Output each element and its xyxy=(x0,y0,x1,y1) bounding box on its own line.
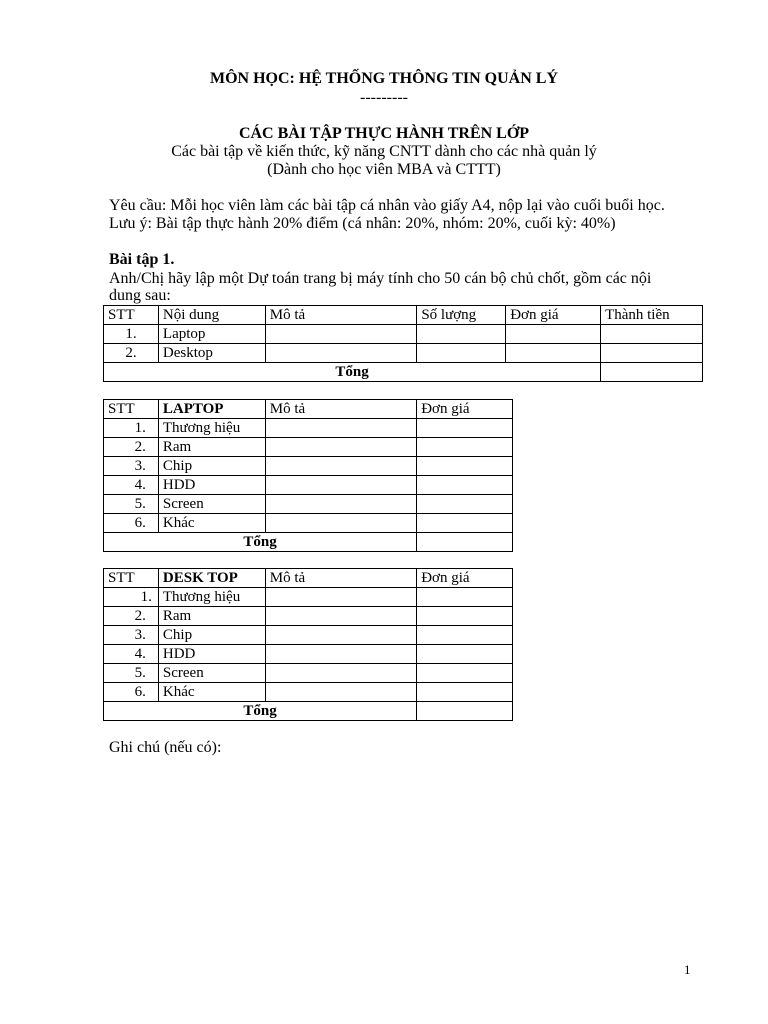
empty-cell[interactable] xyxy=(417,495,513,514)
row-item: Thương hiệu xyxy=(158,588,265,607)
empty-cell[interactable] xyxy=(417,683,513,702)
row-number: 4. xyxy=(104,476,159,495)
table-row xyxy=(104,495,513,514)
empty-cell[interactable] xyxy=(417,607,513,626)
empty-cell[interactable] xyxy=(417,457,513,476)
empty-cell[interactable] xyxy=(265,344,417,363)
header-cell: DESK TOP xyxy=(158,569,265,588)
section-title: CÁC BÀI TẬP THỰC HÀNH TRÊN LỚP xyxy=(238,125,530,142)
row-item: Ram xyxy=(158,607,265,626)
total-row xyxy=(104,363,703,382)
table-row xyxy=(104,626,513,645)
empty-cell[interactable] xyxy=(265,325,417,344)
table-row xyxy=(104,683,513,702)
header-cell: STT xyxy=(104,400,159,419)
row-item: Screen xyxy=(158,664,265,683)
row-number: 3. xyxy=(104,626,159,645)
exercise-title: Bài tập 1. xyxy=(109,251,175,268)
empty-cell[interactable] xyxy=(601,344,703,363)
row-item: Khác xyxy=(158,514,265,533)
row-item: HDD xyxy=(158,476,265,495)
exercise-prompt-line1: Anh/Chị hãy lập một Dự toán trang bị máy tính cho 50 cán bộ chủ chốt, gồm các nội xyxy=(109,270,652,287)
total-value-cell[interactable] xyxy=(601,363,703,382)
table-row xyxy=(104,344,703,363)
laptop-table xyxy=(103,399,513,552)
header-cell: Đơn giá xyxy=(506,306,601,325)
header-cell: Mô tả xyxy=(265,569,416,588)
empty-cell[interactable] xyxy=(265,495,416,514)
section-subtitle: Các bài tập về kiến thức, kỹ năng CNTT dành cho các nhà quản lý xyxy=(171,143,597,160)
header-cell: Đơn giá xyxy=(417,400,513,419)
page-number: 1 xyxy=(684,962,691,977)
row-number: 1. xyxy=(104,325,159,344)
empty-cell[interactable] xyxy=(265,514,416,533)
table-header-row xyxy=(104,569,513,588)
total-label: Tổng xyxy=(104,702,417,721)
header-cell: Số lượng xyxy=(417,306,506,325)
total-value-cell[interactable] xyxy=(417,533,513,552)
desktop-table xyxy=(103,568,513,721)
table-row xyxy=(104,457,513,476)
empty-cell[interactable] xyxy=(601,325,703,344)
empty-cell[interactable] xyxy=(417,588,513,607)
row-number: 5. xyxy=(104,495,159,514)
table-row xyxy=(104,476,513,495)
row-item: Thương hiệu xyxy=(158,419,265,438)
empty-cell[interactable] xyxy=(506,344,601,363)
empty-cell[interactable] xyxy=(417,325,506,344)
title-divider: --------- xyxy=(360,89,408,106)
exercise-prompt-line2: dung sau: xyxy=(109,287,171,304)
row-number: 2. xyxy=(104,607,159,626)
row-item: Desktop xyxy=(158,344,265,363)
notes-label: Ghi chú (nếu có): xyxy=(109,739,222,756)
empty-cell[interactable] xyxy=(265,438,416,457)
grading-note: Lưu ý: Bài tập thực hành 20% điểm (cá nhân: 20%, nhóm: 20%, cuối kỳ: 40%) xyxy=(109,215,616,232)
empty-cell[interactable] xyxy=(417,438,513,457)
row-item: Laptop xyxy=(158,325,265,344)
empty-cell[interactable] xyxy=(417,419,513,438)
empty-cell[interactable] xyxy=(265,683,416,702)
empty-cell[interactable] xyxy=(417,645,513,664)
header-cell: Nội dung xyxy=(158,306,265,325)
requirement-text: Yêu cầu: Mỗi học viên làm các bài tập cá nhân vào giấy A4, nộp lại vào cuối buổi học. xyxy=(109,197,665,214)
header-cell: Mô tả xyxy=(265,400,416,419)
table-row xyxy=(104,607,513,626)
table-row xyxy=(104,514,513,533)
empty-cell[interactable] xyxy=(417,514,513,533)
row-number: 2. xyxy=(104,438,159,457)
total-value-cell[interactable] xyxy=(417,702,513,721)
audience-note: (Dành cho học viên MBA và CTTT) xyxy=(267,161,501,178)
row-item: Screen xyxy=(158,495,265,514)
row-number: 1. xyxy=(104,588,159,607)
total-row xyxy=(104,702,513,721)
row-number: 2. xyxy=(104,344,159,363)
empty-cell[interactable] xyxy=(265,588,416,607)
empty-cell[interactable] xyxy=(265,607,416,626)
empty-cell[interactable] xyxy=(506,325,601,344)
empty-cell[interactable] xyxy=(265,645,416,664)
empty-cell[interactable] xyxy=(417,476,513,495)
row-item: Ram xyxy=(158,438,265,457)
row-item: Chip xyxy=(158,626,265,645)
total-label: Tổng xyxy=(104,533,417,552)
table-row xyxy=(104,325,703,344)
header-cell: Thành tiền xyxy=(601,306,703,325)
header-cell: Đơn giá xyxy=(417,569,513,588)
table-row xyxy=(104,664,513,683)
row-number: 6. xyxy=(104,514,159,533)
course-title: MÔN HỌC: HỆ THỐNG THÔNG TIN QUẢN LÝ xyxy=(209,70,559,87)
total-row xyxy=(104,533,513,552)
empty-cell[interactable] xyxy=(265,664,416,683)
row-number: 4. xyxy=(104,645,159,664)
row-number: 3. xyxy=(104,457,159,476)
table-row xyxy=(104,645,513,664)
row-number: 5. xyxy=(104,664,159,683)
row-item: Khác xyxy=(158,683,265,702)
table-row xyxy=(104,438,513,457)
table-row xyxy=(104,588,513,607)
row-number: 1. xyxy=(104,419,159,438)
header-cell: LAPTOP xyxy=(158,400,265,419)
empty-cell[interactable] xyxy=(265,457,416,476)
empty-cell[interactable] xyxy=(417,344,506,363)
empty-cell[interactable] xyxy=(265,626,416,645)
header-cell: STT xyxy=(104,569,159,588)
table-header-row xyxy=(104,400,513,419)
header-cell: STT xyxy=(104,306,159,325)
row-number: 6. xyxy=(104,683,159,702)
budget-table xyxy=(103,305,703,382)
row-item: Chip xyxy=(158,457,265,476)
header-cell: Mô tả xyxy=(265,306,417,325)
empty-cell[interactable] xyxy=(265,476,416,495)
empty-cell[interactable] xyxy=(417,664,513,683)
empty-cell[interactable] xyxy=(417,626,513,645)
total-label: Tổng xyxy=(104,363,601,382)
table-row xyxy=(104,419,513,438)
row-item: HDD xyxy=(158,645,265,664)
empty-cell[interactable] xyxy=(265,419,416,438)
table-header-row xyxy=(104,306,703,325)
